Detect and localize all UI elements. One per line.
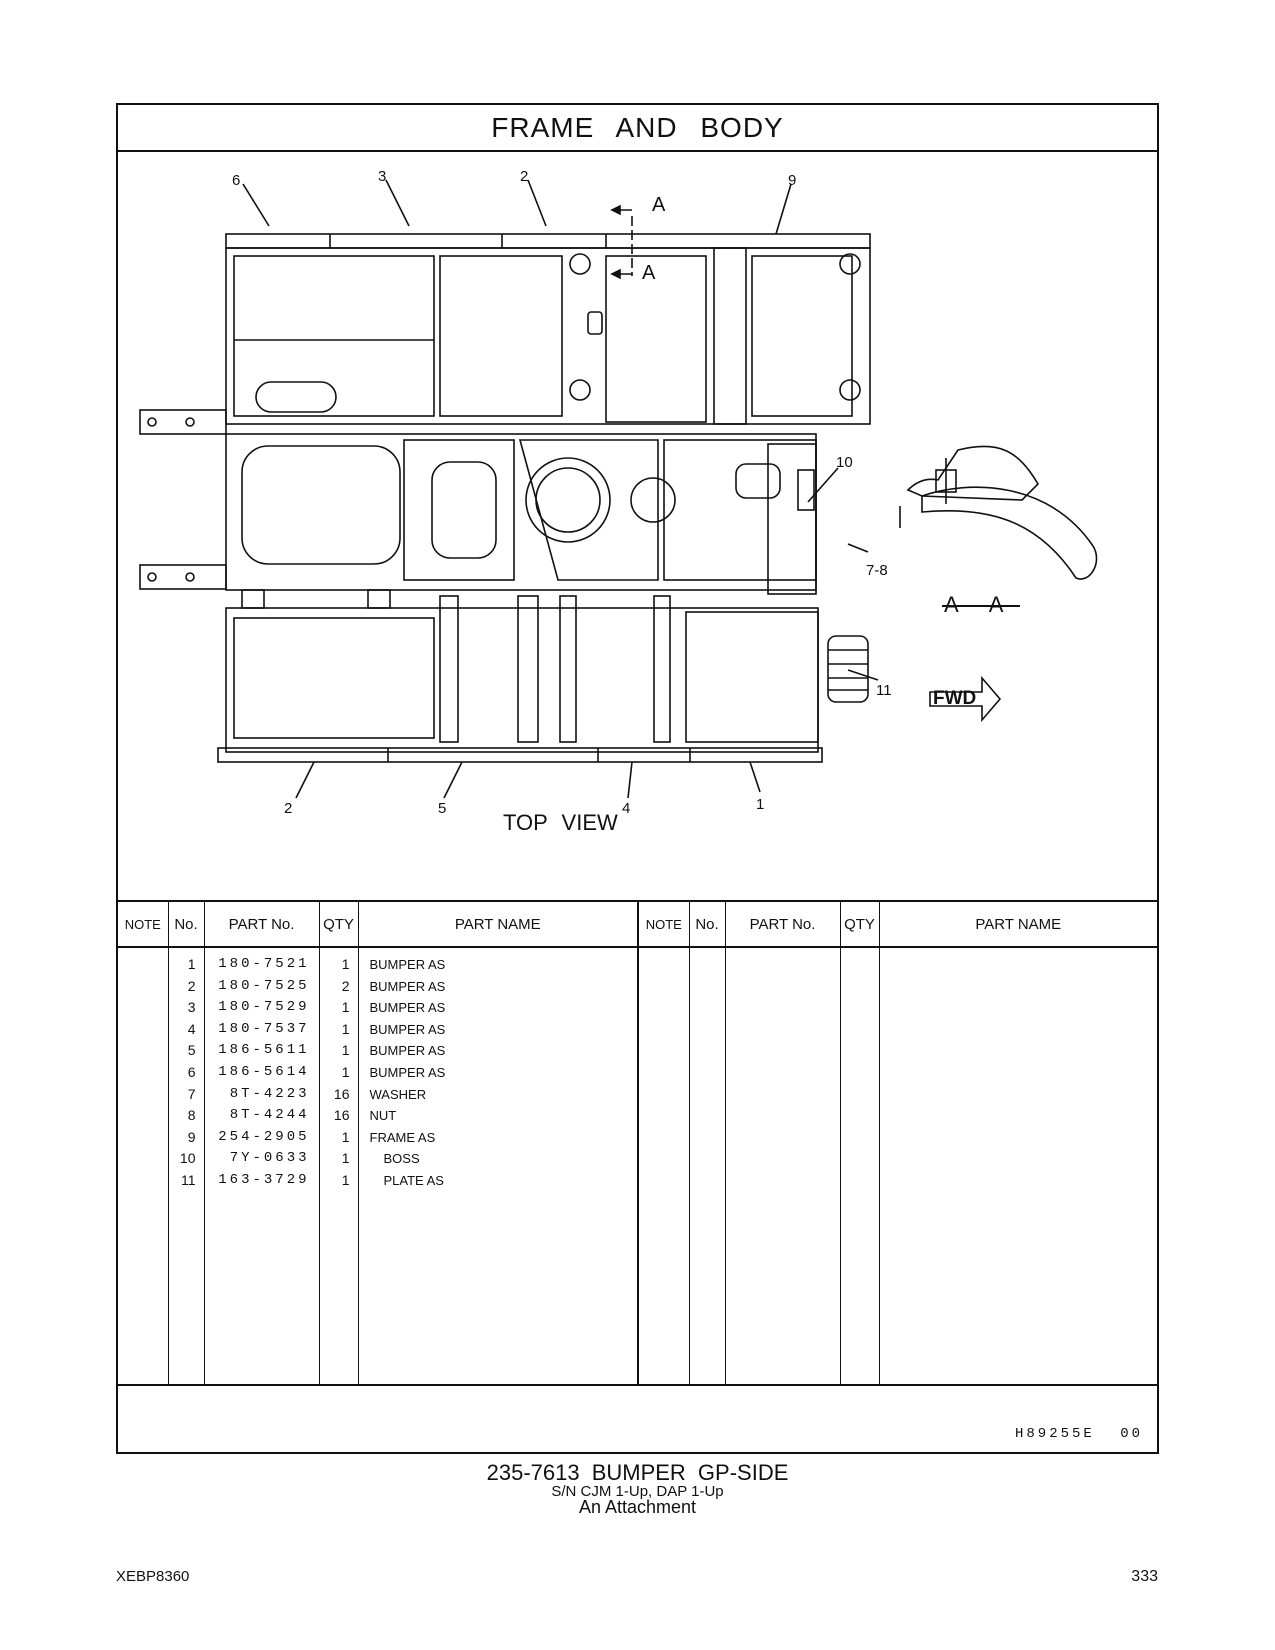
no-cell-right bbox=[689, 947, 725, 1385]
note-cell bbox=[118, 947, 168, 1385]
table-row-qty: 1 bbox=[341, 1020, 350, 1037]
sheet-title: FRAME AND BODY bbox=[118, 105, 1157, 152]
table-row-part-name: BUMPER AS bbox=[369, 1021, 446, 1037]
fwd-label: FWD bbox=[933, 688, 977, 709]
table-row-part-no: 8T-4244 bbox=[229, 1107, 310, 1124]
parts-sheet bbox=[116, 103, 1159, 1454]
table-row-no: 8 bbox=[187, 1107, 196, 1124]
table-row-part-name: FRAME AS bbox=[369, 1129, 436, 1145]
callout-11: 11 bbox=[876, 682, 892, 699]
table-row-part-no: 180-7529 bbox=[218, 999, 310, 1016]
callout-3: 3 bbox=[378, 168, 387, 185]
col-qty-right: QTY bbox=[840, 901, 879, 947]
table-row-part-name: PLATE AS bbox=[383, 1172, 444, 1188]
table-row-part-no: 180-7525 bbox=[218, 977, 310, 994]
part-no-cell bbox=[204, 947, 319, 1385]
table-row-part-no: 163-3729 bbox=[218, 1171, 310, 1188]
note-cell-right bbox=[638, 947, 689, 1385]
reference-code: H89255E 00 bbox=[1014, 1426, 1143, 1442]
table-row-part-name: BUMPER AS bbox=[369, 957, 446, 972]
callout-1: 1 bbox=[756, 796, 765, 813]
table-row-part-no: 186-5614 bbox=[218, 1063, 310, 1080]
table-row-part-name: NUT bbox=[369, 1108, 397, 1124]
table-row-no: 11 bbox=[180, 1171, 196, 1188]
table-row-part-name: BUMPER AS bbox=[369, 1000, 446, 1016]
table-row-no: 1 bbox=[187, 956, 196, 972]
table-row-no: 5 bbox=[187, 1042, 196, 1059]
table-row-no: 9 bbox=[187, 1128, 196, 1145]
table-row-part-name: BOSS bbox=[383, 1151, 420, 1167]
col-no: No. bbox=[168, 901, 204, 947]
callout-2-top: 2 bbox=[520, 168, 529, 185]
part-no-cell-right bbox=[725, 947, 840, 1385]
table-row-qty: 1 bbox=[341, 956, 350, 972]
callout-7-8: 7-8 bbox=[866, 562, 888, 579]
qty-cell bbox=[319, 947, 358, 1385]
table-row-no: 2 bbox=[187, 977, 196, 994]
parts-table-header bbox=[118, 901, 1157, 947]
top-view-illustration bbox=[118, 150, 1157, 898]
caption-note: An Attachment bbox=[578, 1497, 697, 1517]
table-row-qty: 1 bbox=[341, 1150, 350, 1167]
no-cell bbox=[168, 947, 204, 1385]
callout-10: 10 bbox=[836, 454, 853, 471]
table-row-no: 6 bbox=[187, 1063, 196, 1080]
callout-9: 9 bbox=[788, 172, 797, 189]
table-row-qty: 2 bbox=[341, 977, 350, 994]
table-row-qty: 1 bbox=[341, 1063, 350, 1080]
section-marker-bottom: A bbox=[642, 262, 656, 284]
table-row-qty: 1 bbox=[341, 1128, 350, 1145]
callout-2-bottom: 2 bbox=[284, 800, 293, 817]
table-row-qty: 16 bbox=[333, 1085, 350, 1102]
table-row-part-no: 8T-4223 bbox=[229, 1085, 310, 1102]
caption-serial: S/N CJM 1-Up, DAP 1-Up bbox=[551, 1483, 724, 1500]
section-marker-top: A bbox=[652, 194, 666, 216]
callout-6: 6 bbox=[232, 172, 241, 189]
table-row-part-name: WASHER bbox=[369, 1086, 427, 1102]
col-no-right: No. bbox=[689, 901, 725, 947]
table-row-qty: 1 bbox=[341, 1171, 350, 1188]
table-row-part-no: 180-7537 bbox=[218, 1020, 310, 1037]
table-row-no: 7 bbox=[187, 1085, 196, 1102]
caption-title: 235-7613 BUMPER GP-SIDE bbox=[486, 1460, 789, 1485]
col-part-name-right: PART NAME bbox=[879, 901, 1157, 947]
col-part-name: PART NAME bbox=[358, 901, 638, 947]
callout-4: 4 bbox=[622, 800, 631, 817]
view-title: TOP VIEW bbox=[503, 810, 618, 835]
table-row-part-name: BUMPER AS bbox=[369, 1043, 446, 1059]
table-row-part-name: BUMPER AS bbox=[369, 1064, 446, 1080]
col-note: NOTE bbox=[118, 901, 168, 947]
table-row-part-no: 254-2905 bbox=[218, 1128, 310, 1145]
table-row-part-no: 180-7521 bbox=[218, 956, 310, 972]
frame-drawing bbox=[118, 150, 1157, 898]
col-part-no: PART No. bbox=[204, 901, 319, 947]
parts-table bbox=[118, 900, 1157, 1386]
table-row-no: 3 bbox=[187, 999, 196, 1016]
part-name-cell bbox=[358, 947, 638, 1385]
qty-cell-right bbox=[840, 947, 879, 1385]
document-id: XEBP8360 bbox=[116, 1568, 190, 1585]
col-qty: QTY bbox=[319, 901, 358, 947]
table-row-part-no: 7Y-0633 bbox=[229, 1150, 310, 1167]
col-part-no-right: PART No. bbox=[725, 901, 840, 947]
page-number: 333 bbox=[1131, 1568, 1158, 1585]
callout-5: 5 bbox=[438, 800, 447, 817]
table-row-no: 10 bbox=[179, 1150, 196, 1167]
part-name-cell-right bbox=[879, 947, 1157, 1385]
table-row-part-name: BUMPER AS bbox=[369, 978, 446, 994]
table-row-qty: 16 bbox=[333, 1107, 350, 1124]
table-row-qty: 1 bbox=[341, 1042, 350, 1059]
col-note-right: NOTE bbox=[638, 901, 689, 947]
table-row-qty: 1 bbox=[341, 999, 350, 1016]
section-label: A – A bbox=[944, 592, 1004, 617]
parts-table-body bbox=[118, 947, 1157, 1385]
table-row-part-no: 186-5611 bbox=[218, 1042, 310, 1059]
table-row-no: 4 bbox=[187, 1020, 196, 1037]
